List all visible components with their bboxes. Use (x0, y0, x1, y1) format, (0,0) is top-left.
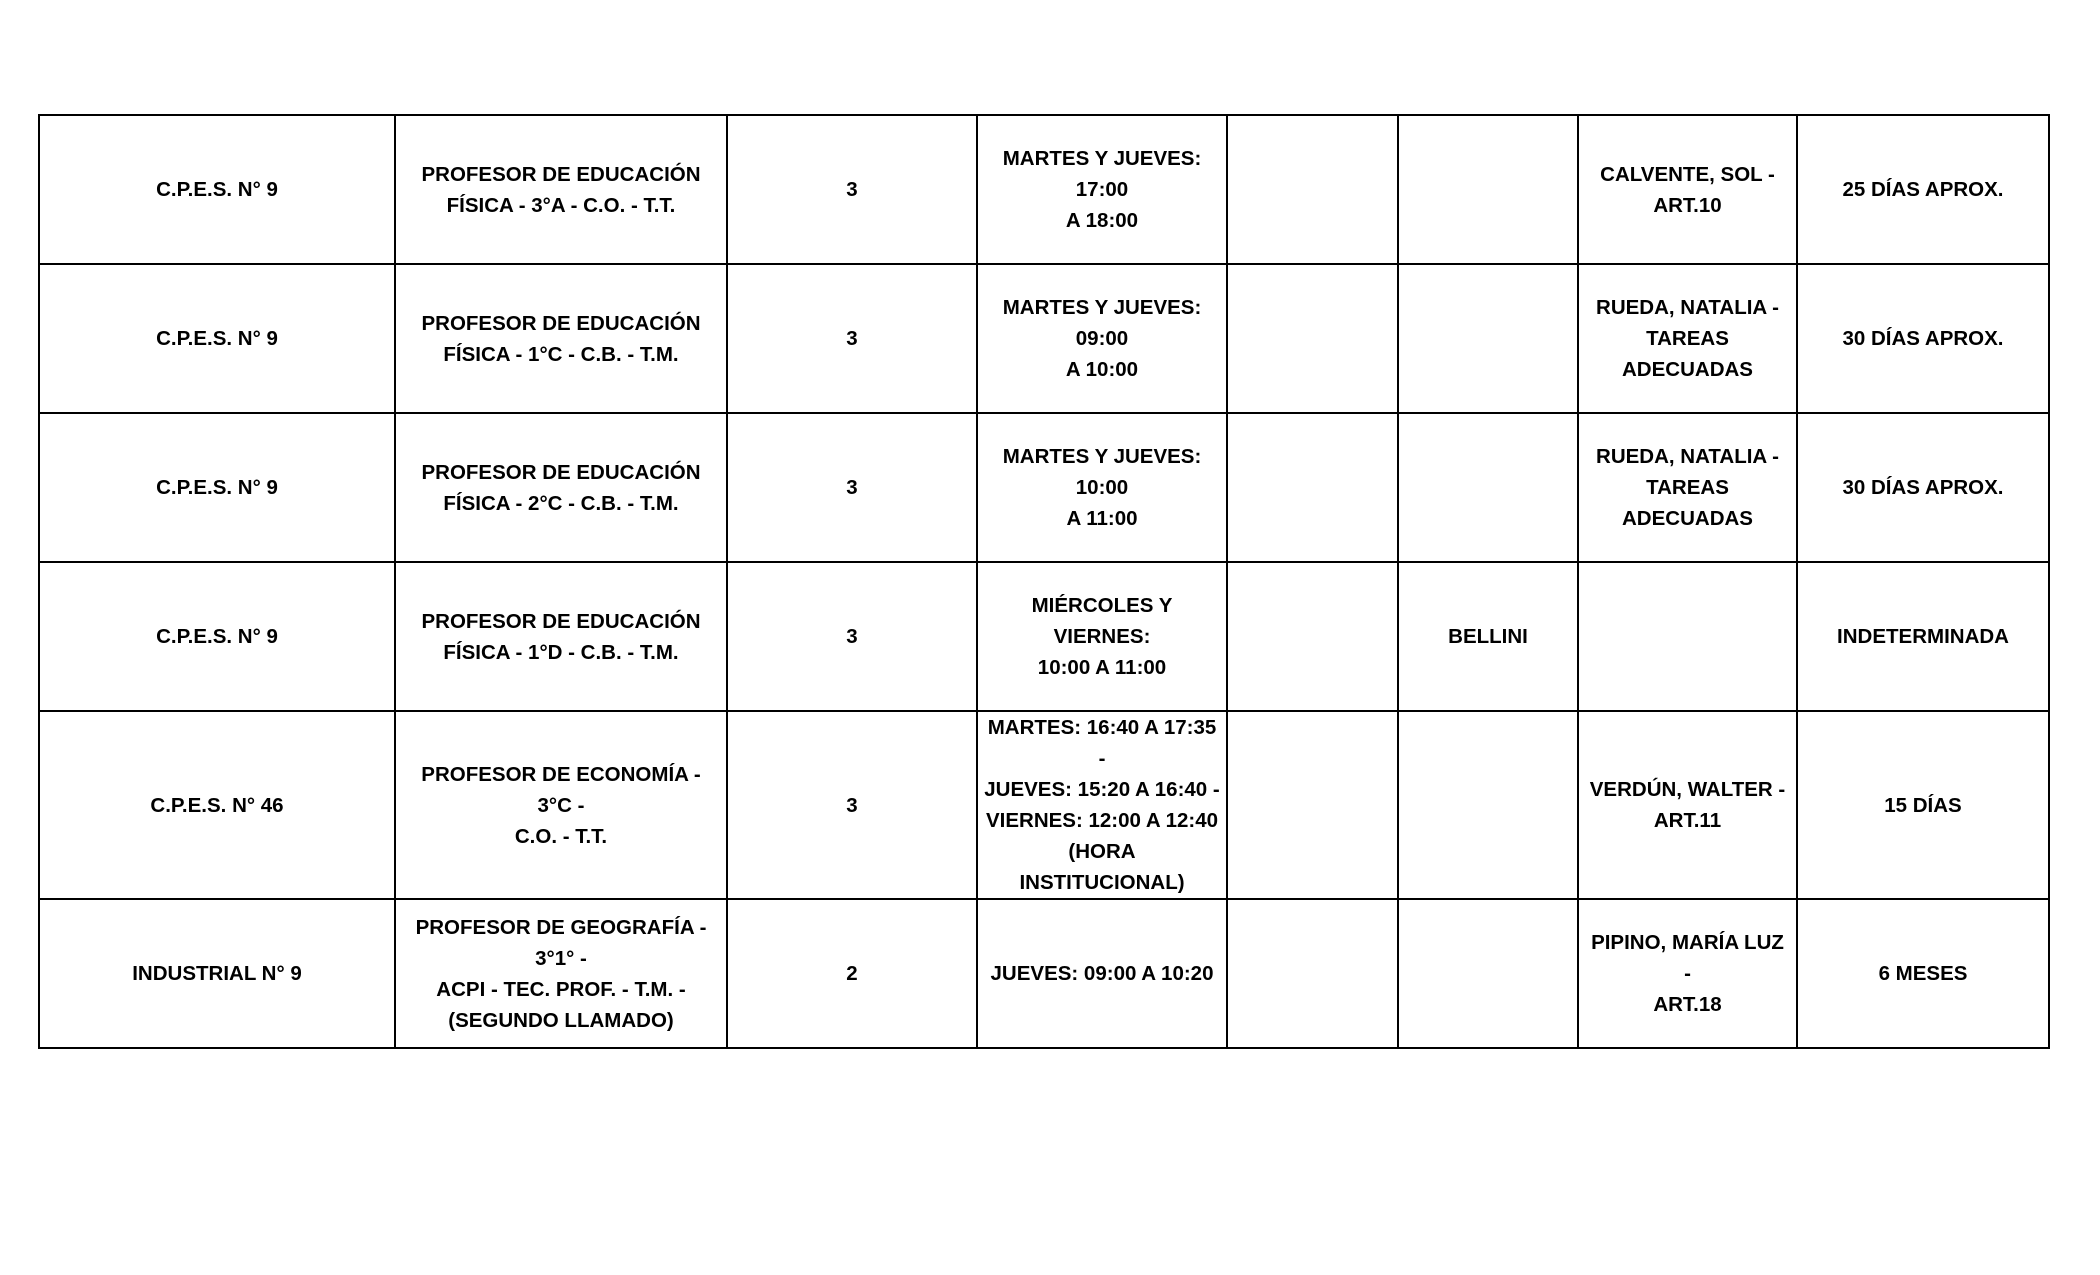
cell-name (1398, 711, 1578, 899)
cell-empty (1227, 899, 1398, 1048)
cell-school: C.P.E.S. N° 9 (39, 413, 395, 562)
cell-position: PROFESOR DE EDUCACIÓN FÍSICA - 3°A - C.O. - T.T. (395, 115, 727, 264)
cell-empty (1227, 264, 1398, 413)
cell-school: C.P.E.S. N° 9 (39, 115, 395, 264)
cell-empty (1227, 711, 1398, 899)
cell-name (1398, 264, 1578, 413)
cell-schedule: MARTES Y JUEVES: 17:00 A 18:00 (977, 115, 1227, 264)
table-row (39, 711, 2049, 899)
cell-schedule: MARTES Y JUEVES: 09:00 A 10:00 (977, 264, 1227, 413)
table-row (39, 413, 2049, 562)
cell-hours: 3 (727, 562, 977, 711)
cell-duration: 15 DÍAS (1797, 711, 2049, 899)
document-sheet (38, 114, 2048, 1049)
cell-teacher: PIPINO, MARÍA LUZ - ART.18 (1578, 899, 1797, 1048)
cell-schedule: MARTES: 16:40 A 17:35 - JUEVES: 15:20 A 16:40 - VIERNES: 12:00 A 12:40 (HORA INSTITUCIONAL) (977, 711, 1227, 899)
cell-teacher: CALVENTE, SOL - ART.10 (1578, 115, 1797, 264)
cell-hours: 3 (727, 413, 977, 562)
cell-position: PROFESOR DE EDUCACIÓN FÍSICA - 1°D - C.B. - T.M. (395, 562, 727, 711)
cell-teacher (1578, 562, 1797, 711)
cell-name (1398, 115, 1578, 264)
cell-empty (1227, 115, 1398, 264)
cell-empty (1227, 413, 1398, 562)
table-row (39, 264, 2049, 413)
cell-empty (1227, 562, 1398, 711)
cell-hours: 3 (727, 115, 977, 264)
cell-name (1398, 899, 1578, 1048)
cell-position: PROFESOR DE ECONOMÍA - 3°C - C.O. - T.T. (395, 711, 727, 899)
cell-duration: 30 DÍAS APROX. (1797, 413, 2049, 562)
cell-duration: 25 DÍAS APROX. (1797, 115, 2049, 264)
cell-school: INDUSTRIAL N° 9 (39, 899, 395, 1048)
cell-school: C.P.E.S. N° 9 (39, 562, 395, 711)
table-row (39, 115, 2049, 264)
cell-teacher: VERDÚN, WALTER - ART.11 (1578, 711, 1797, 899)
cell-name: BELLINI (1398, 562, 1578, 711)
cell-hours: 2 (727, 899, 977, 1048)
cell-schedule: MIÉRCOLES Y VIERNES: 10:00 A 11:00 (977, 562, 1227, 711)
cell-schedule: MARTES Y JUEVES: 10:00 A 11:00 (977, 413, 1227, 562)
cell-teacher: RUEDA, NATALIA - TAREAS ADECUADAS (1578, 264, 1797, 413)
cell-schedule: JUEVES: 09:00 A 10:20 (977, 899, 1227, 1048)
cell-position: PROFESOR DE EDUCACIÓN FÍSICA - 1°C - C.B. - T.M. (395, 264, 727, 413)
cell-duration: 30 DÍAS APROX. (1797, 264, 2049, 413)
cell-teacher: RUEDA, NATALIA - TAREAS ADECUADAS (1578, 413, 1797, 562)
table-row (39, 899, 2049, 1048)
cell-duration: 6 MESES (1797, 899, 2049, 1048)
cell-position: PROFESOR DE GEOGRAFÍA - 3°1° - ACPI - TEC. PROF. - T.M. - (SEGUNDO LLAMADO) (395, 899, 727, 1048)
cell-school: C.P.E.S. N° 46 (39, 711, 395, 899)
cell-hours: 3 (727, 711, 977, 899)
cell-position: PROFESOR DE EDUCACIÓN FÍSICA - 2°C - C.B. - T.M. (395, 413, 727, 562)
table-row (39, 562, 2049, 711)
cell-hours: 3 (727, 264, 977, 413)
vacancies-table (38, 114, 2050, 1049)
cell-duration: INDETERMINADA (1797, 562, 2049, 711)
cell-name (1398, 413, 1578, 562)
cell-school: C.P.E.S. N° 9 (39, 264, 395, 413)
